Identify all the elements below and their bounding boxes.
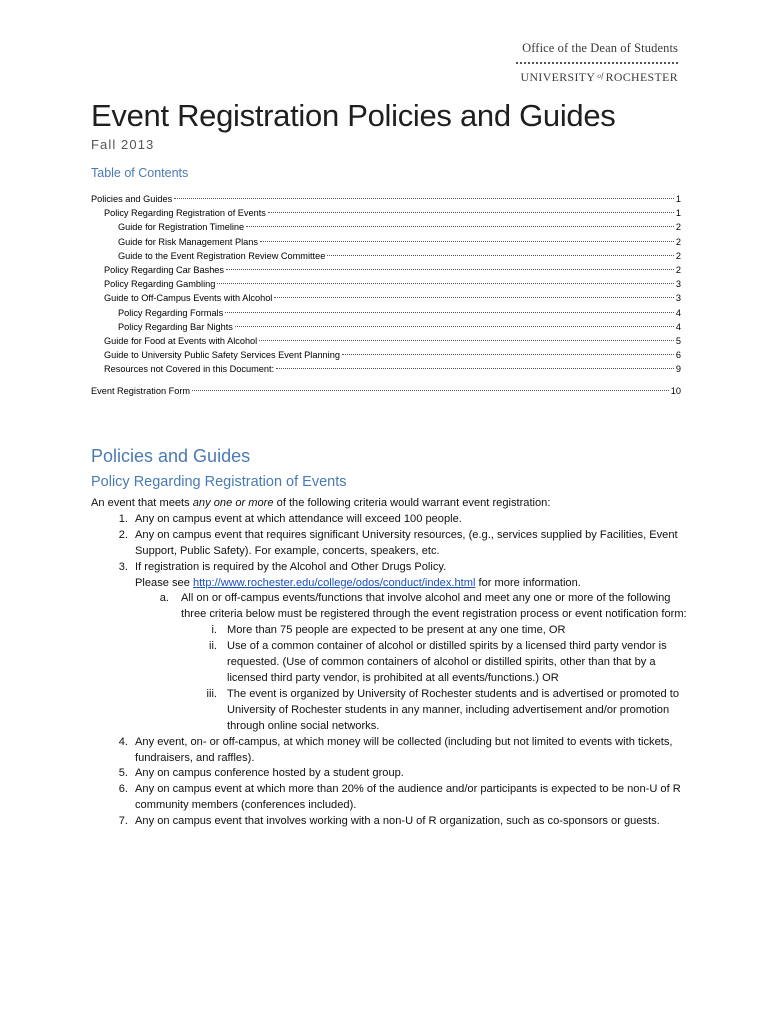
toc-entry[interactable] <box>91 306 681 320</box>
list-item-text: Any on campus event that requires significant University resources, (e.g., services supplied by Facilities, Event Support, Public Safety). For example, concerts, speakers, etc. <box>135 528 678 557</box>
document-subtitle: Fall 2013 <box>91 137 155 152</box>
toc-entry[interactable] <box>91 220 681 234</box>
toc-entry[interactable] <box>91 362 681 376</box>
list-item <box>91 512 691 528</box>
list-item <box>91 782 691 814</box>
list-marker: a. <box>159 592 169 605</box>
intro-text-before: An event that meets <box>91 497 193 509</box>
criteria-list <box>91 512 691 830</box>
list-item-text: Any on campus event that involves working with a non-U of R organization, such as co-sponsors or guests. <box>135 815 660 828</box>
list-subitem <box>91 591 691 623</box>
toc-entry[interactable] <box>91 192 681 206</box>
toc-entry-text: Resources not Covered in this Document: <box>104 364 275 375</box>
toc-entry[interactable] <box>91 320 681 334</box>
toc-entry-page: 1 <box>675 208 681 219</box>
toc-entry[interactable] <box>91 384 681 398</box>
section-subheading: Policy Regarding Registration of Events <box>91 474 347 490</box>
list-marker: iii. <box>206 687 217 700</box>
toc-leader <box>217 282 674 284</box>
table-of-contents <box>91 192 681 399</box>
toc-entry-page: 10 <box>670 386 681 397</box>
list-subsubitem-text: The event is organized by University of Rochester students and is advertised or promoted to University of Rochester students in any manner, including advertisement and/or promotion through online social networks. <box>227 687 679 732</box>
list-marker: 3. <box>118 560 128 573</box>
toc-entry-page: 5 <box>675 335 681 346</box>
toc-leader <box>192 389 669 391</box>
toc-entry-text: Guide for Registration Timeline <box>118 222 245 233</box>
toc-entry[interactable] <box>91 334 681 348</box>
toc-entry[interactable] <box>91 235 681 249</box>
toc-entry-text: Policies and Guides <box>91 194 173 204</box>
toc-entry-page: 2 <box>675 236 681 247</box>
intro-paragraph <box>91 496 691 512</box>
conduct-policy-link[interactable]: http://www.rochester.edu/college/odos/conduct/index.html <box>192 576 476 589</box>
list-subsubitem <box>91 639 691 687</box>
see-text-before: Please see <box>135 576 193 589</box>
toc-entry-page: 1 <box>675 194 681 204</box>
list-subsubitem <box>91 623 691 639</box>
toc-entry-page: 2 <box>675 250 681 261</box>
list-item <box>91 766 691 782</box>
toc-entry[interactable] <box>91 206 681 220</box>
list-subsubitem <box>91 687 691 735</box>
toc-entry[interactable] <box>91 277 681 291</box>
toc-entry-page: 2 <box>675 222 681 233</box>
list-subitem-text: All on or off-campus events/functions that involve alcohol and meet any one or more of the following three criteria below must be registered through the event registration process or event notification form: <box>181 592 687 621</box>
toc-leader <box>246 225 674 227</box>
toc-entry-page: 9 <box>675 364 681 375</box>
letterhead-university-of: of <box>597 72 604 80</box>
list-subsubitem-text: Use of a common container of alcohol or distilled spirits by a licensed third party vendor is requested. (Use of common containers of alcohol or distilled spirits, other than that by a licensed third party vendor, is prohibited at all events/functions.) OR <box>227 640 667 684</box>
list-item-text: Any on campus event at which more than 20% of the audience and/or participants is expected to be non-U of R community members (conferences included). <box>135 783 681 812</box>
toc-entry[interactable] <box>91 263 681 277</box>
toc-leader <box>274 296 674 298</box>
list-marker: 1. <box>118 512 128 525</box>
toc-entry-page: 6 <box>675 350 681 361</box>
letterhead-office: Office of the Dean of Students <box>522 41 678 55</box>
letterhead <box>508 40 678 85</box>
letterhead-dotted-rule <box>516 58 678 64</box>
toc-leader <box>342 353 674 355</box>
toc-entry-text: Event Registration Form <box>91 386 191 397</box>
list-marker: ii. <box>208 640 217 653</box>
toc-entry-text: Guide to the Event Registration Review Committee <box>118 250 326 261</box>
toc-entry-text: Guide to University Public Safety Services Event Planning <box>104 350 340 361</box>
toc-leader <box>174 197 674 199</box>
toc-heading: Table of Contents <box>91 166 189 180</box>
list-item <box>91 528 691 560</box>
see-text-after: for more information. <box>475 576 581 589</box>
letterhead-university-right: ROCHESTER <box>605 70 678 84</box>
list-item <box>91 560 691 592</box>
toc-leader <box>327 254 674 256</box>
toc-entry-text: Policy Regarding Car Bashes <box>104 264 225 275</box>
intro-emphasis: any one or more <box>192 497 274 509</box>
toc-leader <box>225 311 674 313</box>
intro-text-after: of the following criteria would warrant event registration: <box>273 497 551 509</box>
list-marker: i. <box>211 624 217 637</box>
list-marker: 4. <box>118 735 128 748</box>
toc-entry-text: Guide for Food at Events with Alcohol <box>104 335 258 346</box>
list-subsubitem-text: More than 75 people are expected to be present at any one time, OR <box>227 624 566 637</box>
list-item-text: Any on campus event at which attendance will exceed 100 people. <box>135 512 462 525</box>
letterhead-university <box>508 69 678 85</box>
list-item-text: If registration is required by the Alcohol and Other Drugs Policy. <box>135 560 447 573</box>
toc-entry-page: 2 <box>675 264 681 275</box>
toc-entry-text: Policy Regarding Bar Nights <box>118 321 233 332</box>
toc-leader <box>226 268 674 270</box>
document-title: Event Registration Policies and Guides <box>91 98 616 133</box>
toc-entry-text: Guide to Off-Campus Events with Alcohol <box>104 293 273 304</box>
list-item-text: Any on campus conference hosted by a student group. <box>135 767 404 780</box>
toc-leader <box>260 240 674 242</box>
toc-entry-page: 3 <box>675 293 681 304</box>
toc-entry-text: Policy Regarding Registration of Events <box>104 208 266 219</box>
list-item-text: Any event, on- or off-campus, at which money will be collected (including but not limited to events with tickets, fundraisers, and raffles). <box>135 735 673 764</box>
toc-entry[interactable] <box>91 291 681 305</box>
toc-entry-text: Policy Regarding Gambling <box>104 279 216 290</box>
toc-entry-text: Policy Regarding Formals <box>118 307 224 318</box>
toc-entry-page: 4 <box>675 321 681 332</box>
list-marker: 6. <box>118 783 128 796</box>
list-item <box>91 814 691 830</box>
toc-entry[interactable] <box>91 348 681 362</box>
list-item <box>91 735 691 767</box>
toc-entry-page: 3 <box>675 279 681 290</box>
list-marker: 2. <box>118 528 128 541</box>
toc-entry-page: 4 <box>675 307 681 318</box>
list-marker: 5. <box>118 767 128 780</box>
toc-leader <box>235 325 674 327</box>
list-marker: 7. <box>118 815 128 828</box>
letterhead-university-left: UNIVERSITY <box>520 70 596 84</box>
toc-entry-text: Guide for Risk Management Plans <box>118 236 258 247</box>
section-heading: Policies and Guides <box>91 446 251 466</box>
toc-leader <box>268 211 674 213</box>
toc-leader <box>276 367 674 369</box>
toc-entry[interactable] <box>91 249 681 263</box>
toc-leader <box>259 339 674 341</box>
section-body <box>91 496 691 830</box>
